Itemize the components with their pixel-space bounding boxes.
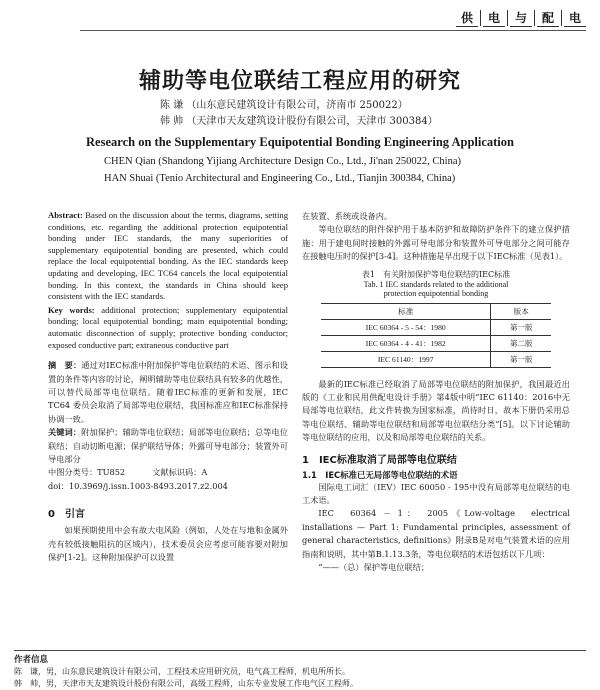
abstract-cn-label: 摘 要： — [48, 360, 82, 371]
table-row — [321, 319, 551, 335]
journal-char: 供 — [456, 8, 478, 27]
author-en-line: CHEN Qian (Shandong Yijiang Architecture Design Co., Ltd., Ji'nan 250022, China) — [104, 156, 461, 167]
standards-table — [321, 303, 551, 368]
paragraph: 等电位联结的附件保护用于基本防护和故障防护条件下的建立保护措施：用于建电间时接触的外露可导电部分和装置外可导电部分之间可能存在接触电压时的保护[3-4]。这种措施是早出现于以下IEC标准（见表1）。 — [302, 224, 570, 262]
footer-heading: 作者信息 — [14, 655, 49, 665]
table-caption-en — [302, 280, 570, 299]
right-column — [302, 210, 570, 575]
table-cell: IEC 60364 - 5 - 54：1980 — [321, 319, 491, 335]
paragraph: 最新的IEC标准已经取消了局部等电位联结的附加保护，我国最近出版的《工业和民用供配电设计手册》第4版中明“IEC 61140：2016中无局部等电位联结，此文件转换为国家标准，尚待时日，故本下册仍采用总等电位联结、辅助等电位联结和局部等电位联结分类”[5]。以下讨论辅助等电位联结的应用，以及和局部等电位联结的关系。 — [302, 378, 570, 443]
abstract-en — [48, 210, 288, 303]
paragraph: 在装置、系统或设备内。 — [302, 211, 393, 221]
abstract-cn — [48, 359, 288, 426]
header-rule — [80, 30, 586, 31]
logo-separator — [507, 10, 508, 26]
footer-rule — [14, 650, 586, 651]
doi: doi：10.3969/j.issn.1003-8493.2017.z2.004 — [48, 480, 228, 491]
keywords-cn-text: 附加保护；辅助等电位联结；局部等电位联结；总等电位联结；自动切断电源；保护联结导体；外露可导电部分；装置外可导电部分 — [48, 427, 288, 464]
table-row — [321, 351, 551, 367]
paper-title-cn: 辅助等电位联结工程应用的研究 — [138, 69, 461, 94]
section-1-1-heading: 1.1 IEC标准已无局部等电位联结的术语 — [302, 469, 458, 480]
journal-char: 与 — [510, 8, 532, 27]
table-cell: 第二版 — [491, 335, 551, 351]
logo-separator — [561, 10, 562, 26]
section-intro-heading: 0 引言 — [48, 509, 85, 521]
journal-char: 电 — [483, 8, 505, 27]
paragraph: 国际电工词汇（IEV）IEC 60050 - 195中没有局部等电位联结的电工术语。 — [302, 481, 570, 506]
section-1-heading: 1 IEC标准取消了局部等电位联结 — [302, 454, 457, 466]
keywords-cn-label: 关键词： — [48, 427, 82, 438]
keywords-en-text: additional protection; supplementary equipotential bonding; local equipotential bonding; main equipotential bonding; automatic disconnection of supply; protective bonding conductor; exposed conductive part; extraneous conductive part — [48, 304, 289, 350]
author-info-footer — [14, 654, 358, 690]
table-caption-cn: 表1 有关附加保护等电位联结的IEC标准 — [361, 269, 511, 279]
table-cell: 第一版 — [491, 319, 551, 335]
author-en-line: HAN Shuai (Tenio Architectural and Engineering Co., Ltd., Tianjin 300384, China) — [104, 173, 456, 184]
left-column — [48, 210, 288, 564]
keywords-en-label: Key words: — [48, 304, 95, 315]
journal-char: 电 — [564, 8, 586, 27]
classification-meta — [48, 466, 288, 479]
authors-en — [104, 153, 461, 187]
keywords-en — [48, 305, 288, 351]
logo-separator — [534, 10, 535, 26]
table-row — [321, 335, 551, 351]
doc-code: 文献标识码：A — [152, 467, 208, 478]
table-cell: 第一版 — [491, 351, 551, 367]
table-header-cell: 版本 — [491, 303, 551, 319]
keywords-cn — [48, 426, 288, 466]
logo-separator — [480, 10, 481, 26]
clc-number: 中图分类号：TU852 — [48, 467, 126, 478]
paragraph: IEC 60364 － 1： 2005《Low-voltage electrical installations — Part 1: Fundamental principles, assessment of general characteristics, definitions》附录B是对电气装置术语的应用指南和说明，其中第B.1.13.3条，等电位联结的术语包括以下几项： — [302, 508, 570, 559]
intro-paragraph: 如果预期使用中会有故大电风险（例如，人处在与地和金属外壳有较低接触阻抗的区域内），技术委员会应考虑可能容要对附加保护[1-2]。这种附加保护可以设置 — [48, 525, 288, 562]
footer-line: 陈 谦，男，山东意民建筑设计有限公司，工程技术应用研究员，电气高工程师，机电所所长。 — [14, 667, 350, 676]
author-cn-line: 陈 谦 （山东意民建筑设计有限公司，济南市 250022） — [160, 100, 408, 111]
journal-logo — [456, 8, 586, 27]
abstract-en-text: Based on the discussion about the terms, diagrams, setting conditions, etc. regarding the additional protection equipotential bonding under IEC standards, the many superiorities of supplementary equipotential bonding are presented, which could replace the local equipotential bonding. As the IEC standards keep updating and developing, IEC TC64 cancels the local equipotential bonding. In this context, the standards in China should keep consistent with the IEC standards. — [48, 210, 288, 302]
table-caption-en-line: Tab. 1 IEC standards related to the additional — [363, 279, 509, 289]
abstract-cn-text: 通过对IEC标准中附加保护等电位联结的术语、图示和设置的条件等内容的讨论，阐明辅助等电位联结具有较多的优越性，可以替代局部等电位联结。随着IEC标准的更新和发展，IEC TC64 委员会取消了局部等电位联结，我国标准应和IEC标准保持协调一致。 — [48, 360, 288, 424]
paper-title-en: Research on the Supplementary Equipotential Bonding Engineering Application — [86, 135, 514, 149]
table-cell: IEC 61140：1997 — [321, 351, 491, 367]
authors-cn — [160, 98, 438, 130]
table-header-cell: 标准 — [321, 303, 491, 319]
footer-line: 韩 帅，男，天津市天友建筑设计股份有限公司，高级工程师，山东专业发展工作电气区工程师。 — [14, 679, 358, 688]
journal-char: 配 — [537, 8, 559, 27]
abstract-en-label: Abstract: — [48, 210, 83, 220]
author-cn-line: 韩 帅 （天津市天友建筑设计股份有限公司，天津市 300384） — [160, 116, 438, 127]
table-caption-en-line: protection equipotential bonding — [383, 289, 489, 299]
table-header-row — [321, 303, 551, 319]
table-cell: IEC 60364 - 4 - 41：1982 — [321, 335, 491, 351]
paragraph: “——（总）保护等电位联结； — [318, 562, 430, 573]
